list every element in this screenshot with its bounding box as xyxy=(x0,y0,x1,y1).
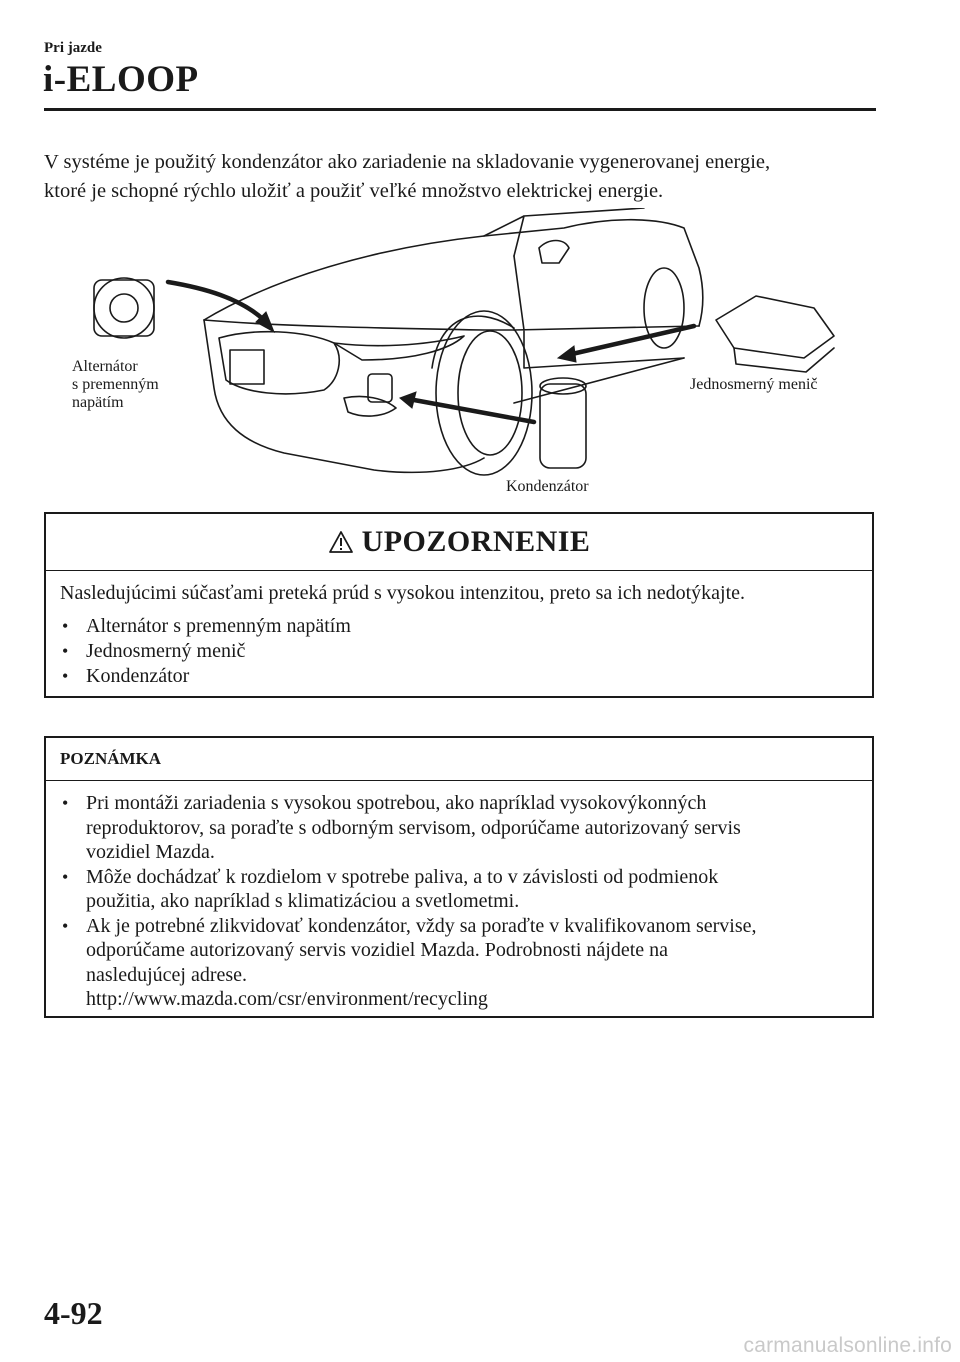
arrow-converter-head xyxy=(558,346,576,362)
arrow-capacitor-head xyxy=(400,392,416,408)
warning-text: Nasledujúcimi súčasťami preteká prúd s vysokou intenzitou, preto sa ich nedotýkajte. xyxy=(60,582,746,604)
arrow-alternator xyxy=(168,282,264,320)
capacitor-label: Kondenzátor xyxy=(506,478,589,495)
intro-paragraph xyxy=(44,148,884,206)
license-plate xyxy=(230,350,264,384)
warning-box xyxy=(44,512,874,698)
car-illustration xyxy=(44,208,876,508)
bullet-icon: • xyxy=(62,616,69,636)
arrow-capacitor xyxy=(414,400,534,422)
component-figure xyxy=(44,208,876,508)
dc-converter-part xyxy=(716,296,834,372)
bullet-icon: • xyxy=(62,641,69,661)
page-number: 4-92 xyxy=(44,1295,103,1331)
intro-line: ktoré je schopné rýchlo uložiť a použiť veľké množstvo elektrickej energie. xyxy=(44,180,664,202)
warning-body xyxy=(46,571,872,689)
note-body xyxy=(46,781,872,1012)
capacitor-part xyxy=(540,378,586,468)
page-title: i-ELOOP xyxy=(43,59,199,100)
front-wheel xyxy=(436,311,532,475)
section-label: Pri jazde xyxy=(44,40,102,56)
front-tire xyxy=(458,331,522,455)
bullet-icon: • xyxy=(62,793,69,813)
warning-title: UPOZORNENIE xyxy=(361,525,591,558)
note-box xyxy=(44,736,874,1018)
list-item: • Ak je potrebné zlikvidovať kondenzátor, vždy sa poraďte v kvalifikovanom servise, odporúčame autorizovaný servis vozidiel Mazda. Podrobnosti nájdete na nasledujúcej adrese. http://www.mazda.com/csr/environment/recycling xyxy=(60,914,858,1012)
fog-light xyxy=(344,396,396,416)
list-item: • Jednosmerný menič xyxy=(62,640,246,662)
list-item: • Kondenzátor xyxy=(62,665,190,687)
car-windshield xyxy=(484,208,644,256)
bullet-icon: • xyxy=(62,915,69,936)
wheel-arch xyxy=(432,316,514,368)
car-side xyxy=(514,256,699,368)
car-hood-line xyxy=(204,320,514,330)
dc-converter-label: Jednosmerný menič xyxy=(690,376,818,393)
recycling-url: http://www.mazda.com/csr/environment/recycling xyxy=(86,988,488,1010)
warning-header xyxy=(46,514,872,571)
warning-list xyxy=(60,614,858,689)
car-hood xyxy=(204,220,703,326)
list-item: • Pri montáži zariadenia s vysokou spotrebou, ako napríklad vysokovýkonných reproduktorov, sa poraďte s odborným servisom, odporúčame autorizovaný servis vozidiel Mazda. xyxy=(62,792,741,863)
car-front xyxy=(204,320,484,472)
note-list xyxy=(60,791,858,1012)
warning-triangle-icon xyxy=(328,530,354,554)
bullet-icon: • xyxy=(62,666,69,686)
side-mirror xyxy=(539,241,569,264)
note-header: POZNÁMKA xyxy=(46,738,872,781)
alternator-part xyxy=(94,278,154,338)
intro-line: V systéme je použitý kondenzátor ako zariadenie na skladovanie vygenerovanej energie, xyxy=(44,151,771,173)
list-item: • Môže dochádzať k rozdielom v spotrebe paliva, a to v závislosti od podmienok použitia, ako napríklad s klimatizáciou a svetlometmi. xyxy=(62,865,719,912)
title-divider xyxy=(44,108,876,111)
alternator-label: Alternátor s premenným napätím xyxy=(72,358,159,411)
list-item: • Alternátor s premenným napätím xyxy=(62,615,351,637)
bullet-icon: • xyxy=(62,866,69,887)
watermark: carmanualsonline.info xyxy=(743,1334,952,1357)
